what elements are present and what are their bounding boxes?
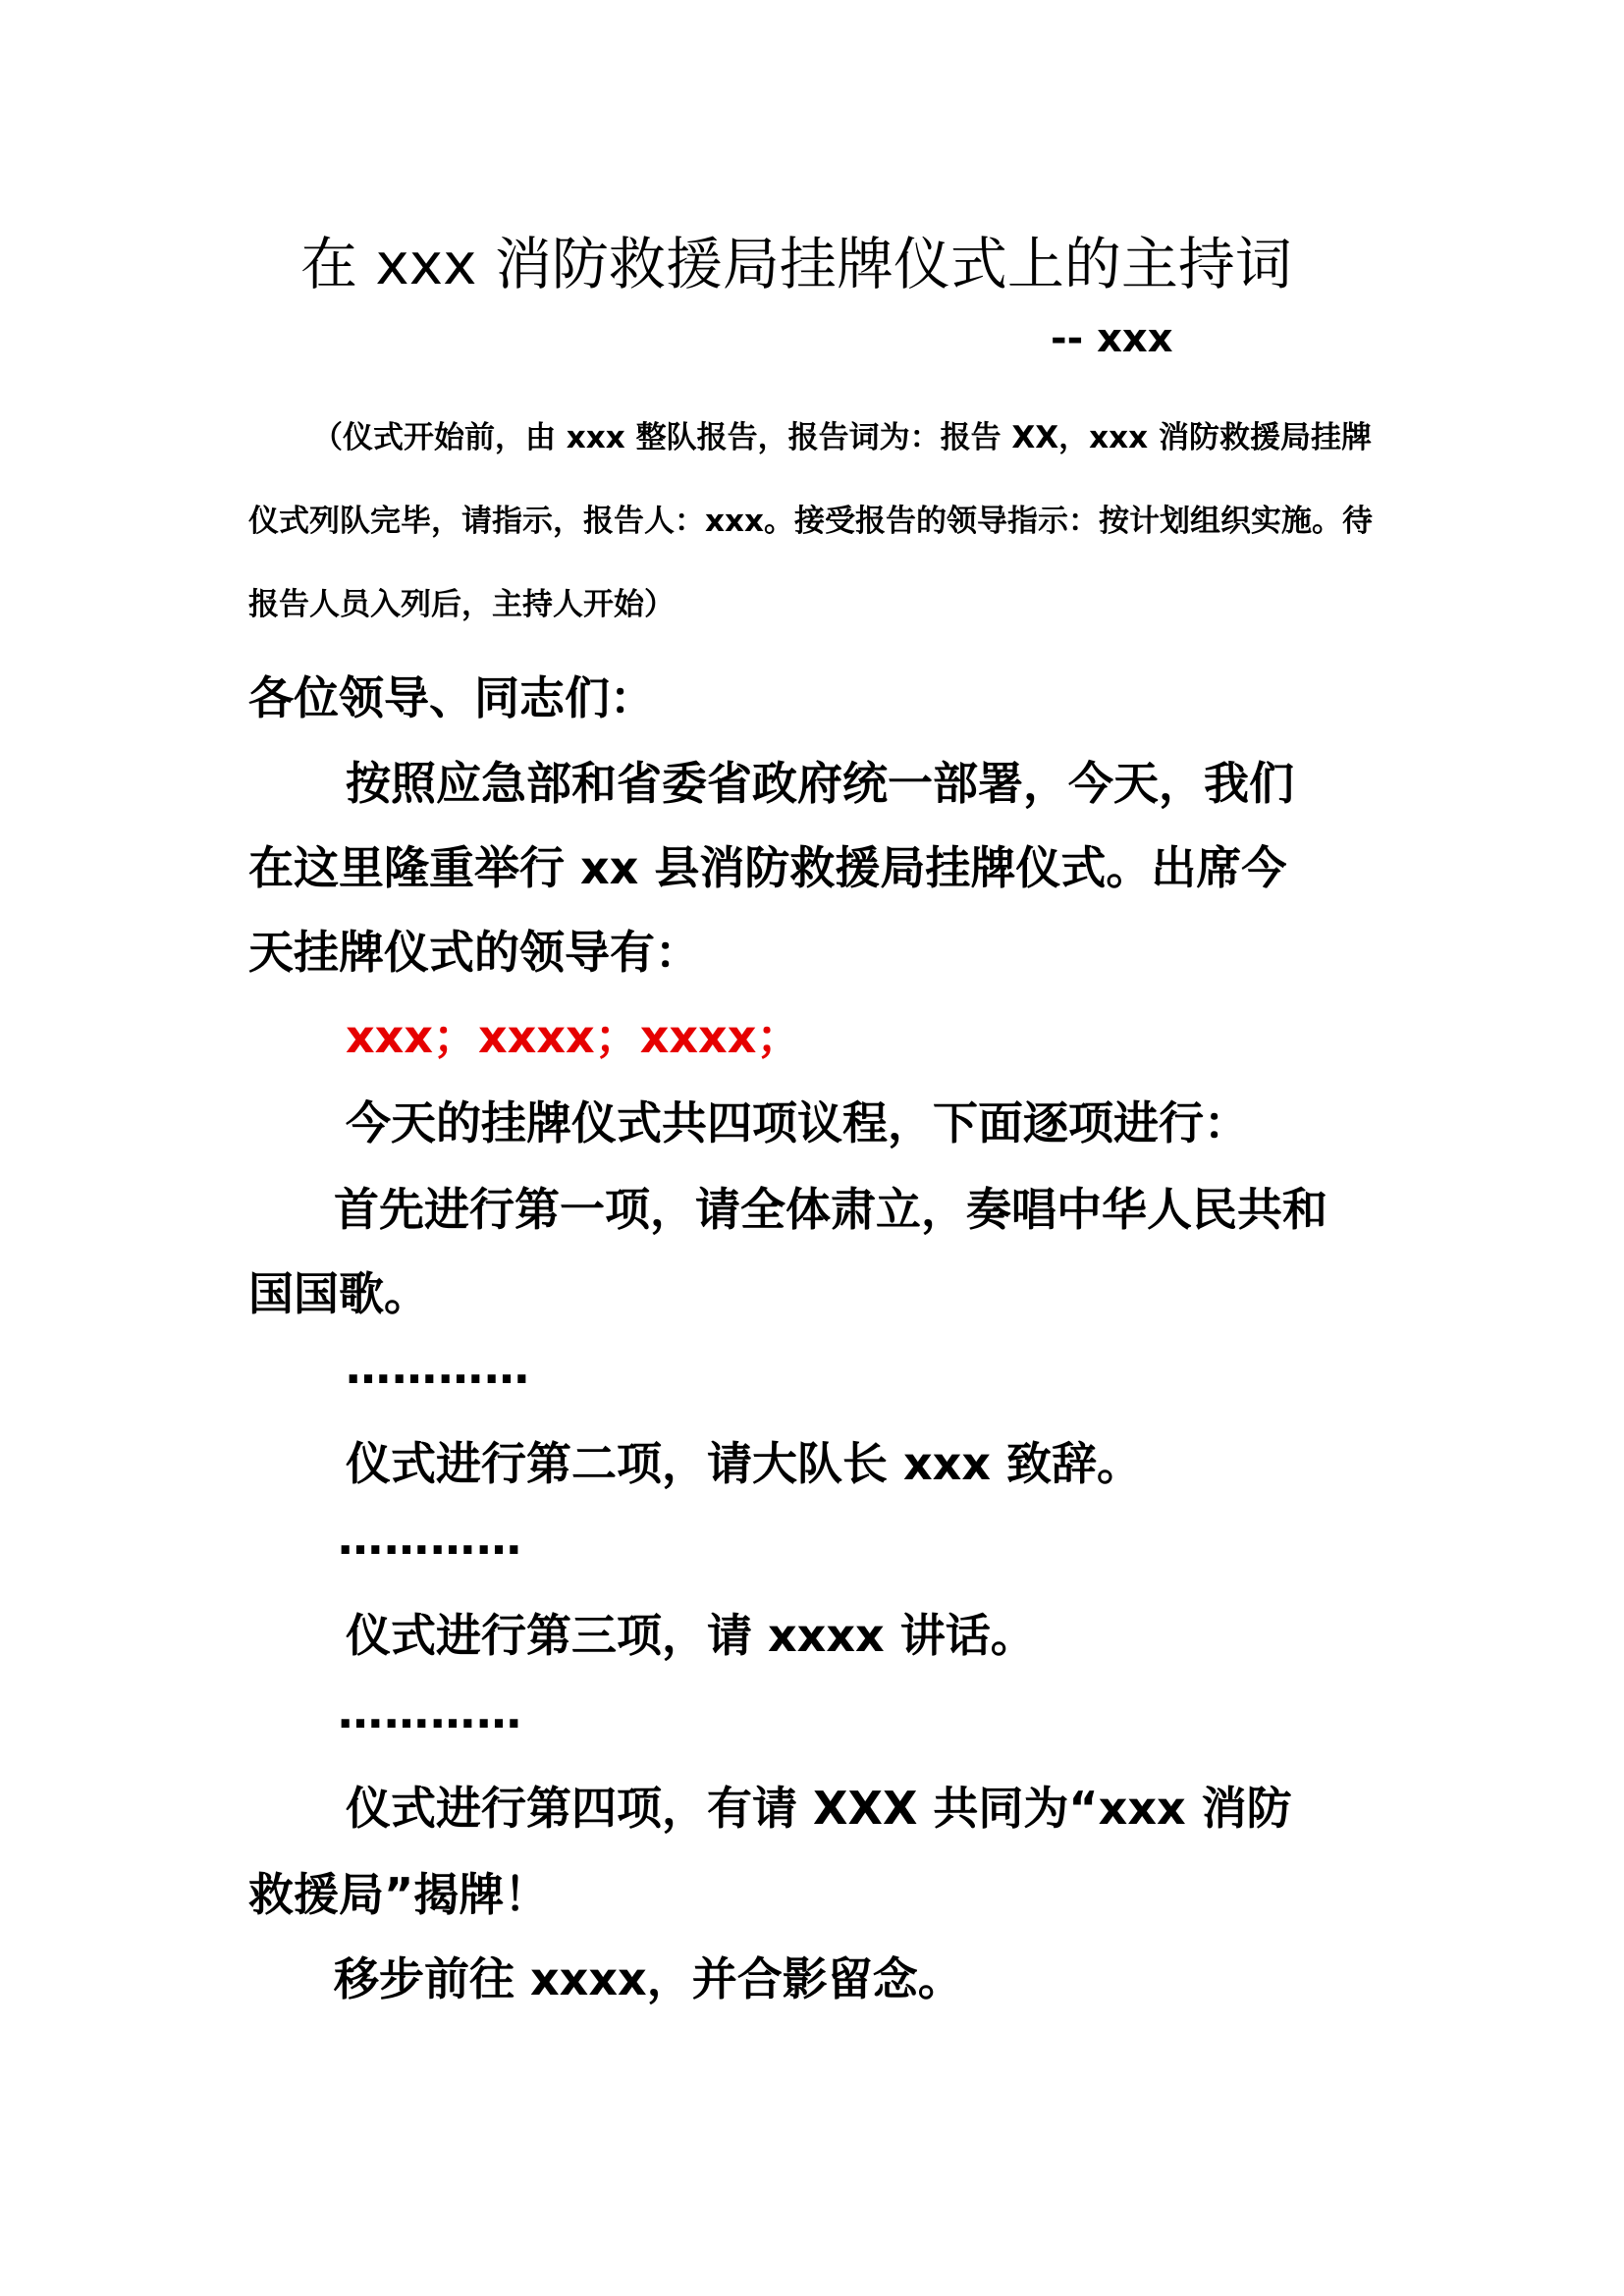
agenda-item-1-line-1: 首先进行第一项，请全体肃立，奏唱中华人民共和: [334, 1183, 1327, 1236]
leaders-list: xxx；xxxx；xxxx；: [346, 1010, 802, 1063]
ellipsis-1: …………: [346, 1341, 530, 1394]
agenda-item-3: 仪式进行第三项，请 xxxx 讲话。: [346, 1609, 1036, 1662]
ellipsis-3: …………: [338, 1685, 522, 1738]
agenda-item-4-line-1: 仪式进行第四项，有请 XXX 共同为“xxx 消防: [346, 1782, 1292, 1835]
intro-line-3: 天挂牌仪式的领导有：: [248, 926, 700, 979]
intro-line-1: 按照应急部和省委省政府统一部署，今天，我们: [346, 757, 1294, 810]
greeting: 各位领导、同志们：: [248, 671, 655, 724]
document-title: 在 xxx 消防救援局挂牌仪式上的主持词: [300, 231, 1292, 297]
agenda-intro: 今天的挂牌仪式共四项议程，下面逐项进行：: [346, 1096, 1249, 1149]
intro-line-2: 在这里隆重举行 xx 县消防救援局挂牌仪式。出席今: [248, 841, 1287, 894]
ceremony-note-line-1: （仪式开始前，由 xxx 整队报告，报告词为：报告 XX，xxx 消防救援局挂牌: [312, 420, 1372, 455]
agenda-item-4-line-2: 救援局”揭牌！: [248, 1868, 550, 1921]
agenda-item-1-line-2: 国国歌。: [248, 1267, 429, 1320]
author-line: -- xxx: [1051, 316, 1173, 361]
ceremony-note-line-3: 报告人员入列后，主持人开始）: [248, 587, 675, 622]
ceremony-note-line-2: 仪式列队完毕，请指示，报告人：xxx。接受报告的领导指示：按计划组织实施。待: [248, 504, 1373, 539]
ellipsis-2: …………: [338, 1512, 522, 1565]
closing-line: 移步前往 xxxx，并合影留念。: [334, 1952, 963, 2005]
agenda-item-2: 仪式进行第二项，请大队长 xxx 致辞。: [346, 1437, 1143, 1490]
